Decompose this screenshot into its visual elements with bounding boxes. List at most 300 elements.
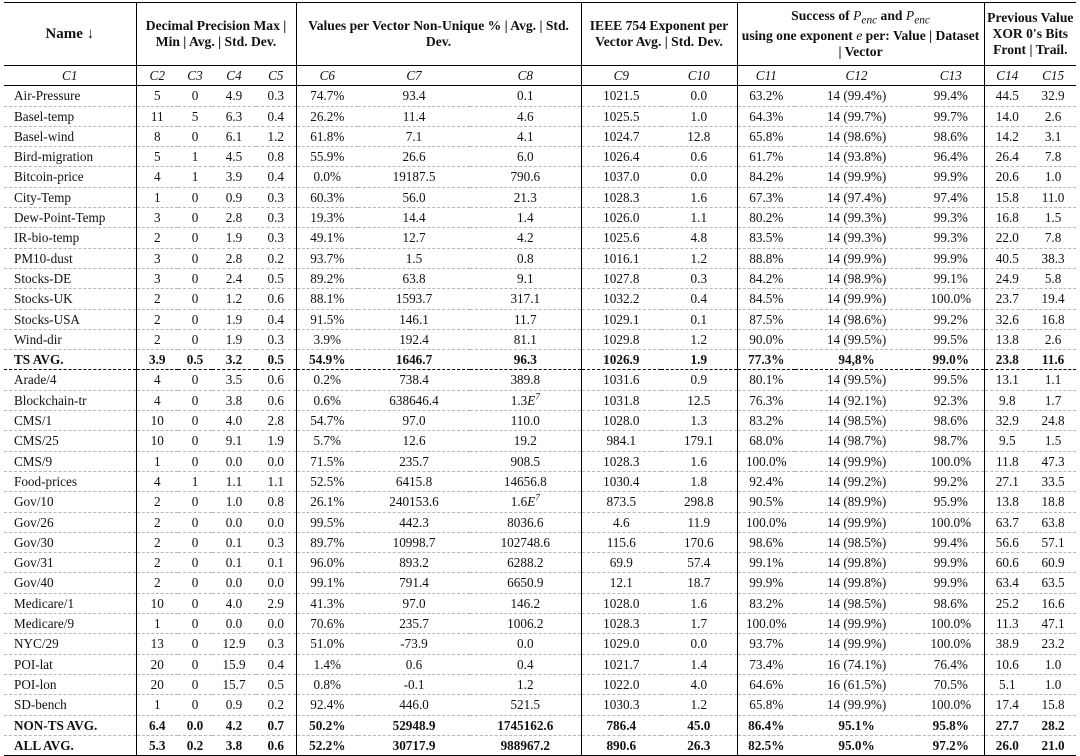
cell-c7: 12.7	[358, 228, 470, 248]
cell-c9: 1028.3	[581, 614, 661, 634]
cell-c13: 99.5%	[918, 329, 984, 349]
cell-c11: 100.0%	[737, 512, 795, 532]
cell-c8: 0.1	[470, 86, 581, 106]
cell-c7: 97.0	[358, 411, 470, 431]
cell-c12: 14 (98.9%)	[795, 268, 918, 288]
table-row	[4, 553, 1076, 573]
cell-c6: 50.2%	[296, 715, 358, 735]
cell-c6: 61.8%	[296, 126, 358, 146]
table-row	[4, 431, 1076, 451]
cell-c12: 95.1%	[795, 715, 918, 735]
cell-c15: 23.2	[1030, 634, 1076, 654]
cell-c12: 14 (98.7%)	[795, 431, 918, 451]
cell-c8: 988967.2	[500, 737, 551, 753]
table-row	[4, 573, 1076, 593]
cell-c11: 83.2%	[737, 593, 795, 613]
cell-c15: 2.6	[1030, 329, 1076, 349]
cell-c12: 14 (99.2%)	[795, 471, 918, 491]
cell-c7: 442.3	[358, 512, 470, 532]
cell-c12: 14 (98.6%)	[795, 126, 918, 146]
cell-c6: 5.7%	[296, 431, 358, 451]
sci-mantissa: 1.3	[510, 392, 528, 408]
cell-c4: 0.1	[212, 553, 256, 573]
cell-c2: 10	[136, 593, 178, 613]
cell-c9: 1026.9	[581, 350, 661, 370]
cell-c6: 71.5%	[296, 451, 358, 471]
cell-c7: 893.2	[358, 553, 470, 573]
table-row	[4, 593, 1076, 613]
cell-c10: 0.0	[661, 167, 737, 187]
column-label-c11: C11	[737, 66, 795, 86]
row-name-cell: Air-Pressure	[4, 86, 136, 106]
cell-c13: 99.3%	[918, 228, 984, 248]
cell-c15: 24.8	[1030, 411, 1076, 431]
cell-c11: 83.5%	[737, 228, 795, 248]
cell-c13: 95.9%	[918, 492, 984, 512]
cell-c15: 1.0	[1030, 654, 1076, 674]
cell-c13: 70.5%	[918, 674, 984, 694]
cell-c12: 14 (99.7%)	[795, 106, 918, 126]
cell-c10: 18.7	[661, 573, 737, 593]
cell-c11: 98.6%	[737, 532, 795, 552]
cell-c5: 0.5	[256, 674, 296, 694]
cell-c15: 38.3	[1030, 248, 1076, 268]
row-name-cell: PM10-dust	[4, 248, 136, 268]
cell-c10: 179.1	[661, 431, 737, 451]
cell-c6: 60.3%	[296, 187, 358, 207]
cell-c10: 0.4	[661, 289, 737, 309]
cell-c3: 0.2	[186, 737, 204, 753]
cell-c7: 791.4	[358, 573, 470, 593]
cell-c7: 52948.9	[358, 715, 470, 735]
cell-c6: 0.6%	[296, 390, 358, 410]
cell-c2: 2	[136, 573, 178, 593]
cell-c9: 1029.0	[581, 634, 661, 654]
cell-c11: 76.3%	[737, 390, 795, 410]
cell-c14: 11.3	[984, 614, 1030, 634]
cell-c13: 92.3%	[918, 390, 984, 410]
table-row	[4, 471, 1076, 491]
cell-c6: 55.9%	[296, 147, 358, 167]
cell-c7: 93.4	[358, 86, 470, 106]
cell-c15: 19.4	[1030, 289, 1076, 309]
row-name-cell: Gov/10	[4, 492, 136, 512]
cell-c13: 96.4%	[918, 147, 984, 167]
cell-c8: 0.4	[470, 654, 581, 674]
cell-c15: 47.1	[1030, 614, 1076, 634]
cell-c10: 1.6	[661, 187, 737, 207]
cell-c7: 10998.7	[358, 532, 470, 552]
table-row	[4, 268, 1076, 288]
cell-c9: 1025.6	[581, 228, 661, 248]
all-average-row	[4, 735, 1076, 755]
cell-c3: 1	[178, 147, 212, 167]
cell-c4: 0.0	[212, 614, 256, 634]
cell-c14: 10.6	[984, 654, 1030, 674]
cell-c6: 26.2%	[296, 106, 358, 126]
cell-c2: 13	[136, 634, 178, 654]
cell-c7: 192.4	[358, 329, 470, 349]
cell-c10: 1.2	[661, 248, 737, 268]
cell-c15: 32.9	[1030, 86, 1076, 106]
cell-c14: 9.5	[984, 431, 1030, 451]
cell-c8: 6288.2	[470, 553, 581, 573]
table-row	[4, 532, 1076, 552]
cell-c14: 32.9	[984, 411, 1030, 431]
row-name-cell: Arade/4	[4, 370, 136, 390]
sci-exponent: 7	[535, 492, 540, 503]
cell-c13: 98.6%	[918, 126, 984, 146]
row-name-cell: Gov/40	[4, 573, 136, 593]
cell-c13: 98.7%	[918, 431, 984, 451]
cell-c10: 11.9	[661, 512, 737, 532]
p-enc-symbol-a: P	[853, 7, 862, 23]
cell-c14: 23.7	[984, 289, 1030, 309]
cell-c6: 51.0%	[296, 634, 358, 654]
cell-c8: 6.0	[470, 147, 581, 167]
cell-c5: 0.4	[256, 167, 296, 187]
table-row	[4, 147, 1076, 167]
cell-c9: 1027.8	[581, 268, 661, 288]
table-row	[4, 512, 1076, 532]
cell-c10: 0.0	[661, 634, 737, 654]
cell-c9: 1030.4	[581, 471, 661, 491]
cell-c12: 14 (99.9%)	[795, 167, 918, 187]
cell-c14: 63.4	[984, 573, 1030, 593]
cell-c14: 38.9	[984, 634, 1030, 654]
cell-c2: 10	[136, 431, 178, 451]
cell-c6: 89.2%	[296, 268, 358, 288]
cell-c2: 4	[136, 471, 178, 491]
cell-c14: 26.0	[984, 735, 1030, 755]
cell-c2: 2	[136, 329, 178, 349]
cell-c14: 60.6	[984, 553, 1030, 573]
cell-c4: 2.8	[212, 208, 256, 228]
cell-c7: 11.4	[358, 106, 470, 126]
cell-c15: 16.6	[1030, 593, 1076, 613]
cell-c10: 298.8	[661, 492, 737, 512]
cell-c3: 0	[178, 674, 212, 694]
cell-c2: 2	[136, 309, 178, 329]
cell-c5: 0.6	[267, 737, 284, 753]
cell-c7: -73.9	[358, 634, 470, 654]
cell-c15: 1.0	[1030, 167, 1076, 187]
cell-c9: 1024.7	[581, 126, 661, 146]
row-name-cell: SD-bench	[4, 695, 136, 715]
cell-c13: 76.4%	[918, 654, 984, 674]
cell-c8: 1.4	[470, 208, 581, 228]
cell-c3: 0	[178, 492, 212, 512]
cell-c10: 4.0	[661, 674, 737, 694]
cell-c8: 21.3	[470, 187, 581, 207]
cell-c15: 28.2	[1030, 715, 1076, 735]
cell-c5: 0.6	[256, 370, 296, 390]
cell-c5: 0.1	[256, 553, 296, 573]
column-label-row	[4, 66, 1076, 86]
cell-c11: 73.4%	[737, 654, 795, 674]
cell-c12: 16 (74.1%)	[795, 654, 918, 674]
cell-c14: 15.8	[984, 187, 1030, 207]
cell-c15: 1.0	[1030, 674, 1076, 694]
table-row	[4, 86, 1076, 106]
cell-c7: 446.0	[358, 695, 470, 715]
cell-c8: 81.1	[470, 329, 581, 349]
sci-mantissa: 1.6	[510, 494, 528, 510]
table-row	[4, 289, 1076, 309]
cell-c4: 0.0	[212, 573, 256, 593]
cell-c13: 95.8%	[918, 715, 984, 735]
xor-header: Previous Value XOR 0's Bits Front | Trail.	[984, 3, 1076, 66]
row-name-cell: Bird-migration	[4, 147, 136, 167]
cell-c5: 0.8	[256, 492, 296, 512]
cell-c5: 0.8	[256, 147, 296, 167]
table-row	[4, 248, 1076, 268]
cell-c12: 16 (61.5%)	[795, 674, 918, 694]
success-header-and: and	[877, 7, 906, 23]
cell-c11: 92.4%	[737, 471, 795, 491]
cell-c6: 19.3%	[296, 208, 358, 228]
cell-c6: 52.2%	[296, 735, 358, 755]
cell-c2: 2	[136, 289, 178, 309]
cell-c11: 83.2%	[737, 411, 795, 431]
row-name-cell: Dew-Point-Temp	[4, 208, 136, 228]
cell-c4: 4.0	[212, 411, 256, 431]
cell-c3: 0	[178, 573, 212, 593]
cell-c4: 0.0	[212, 451, 256, 471]
cell-c7: 7.1	[358, 126, 470, 146]
cell-c5: 1.9	[256, 431, 296, 451]
table-row	[4, 492, 1076, 512]
cell-c6: 92.4%	[296, 695, 358, 715]
cell-c3: 1	[178, 167, 212, 187]
cell-c12: 14 (89.9%)	[795, 492, 918, 512]
row-name-cell: Medicare/1	[4, 593, 136, 613]
cell-c9: 1032.2	[581, 289, 661, 309]
row-name-cell: Medicare/9	[4, 614, 136, 634]
cell-c4: 15.7	[212, 674, 256, 694]
success-header	[737, 3, 984, 66]
cell-c6: 91.5%	[296, 309, 358, 329]
cell-c6: 88.1%	[296, 289, 358, 309]
cell-c6: 99.5%	[296, 512, 358, 532]
cell-c3: 0	[178, 86, 212, 106]
table-row	[4, 329, 1076, 349]
cell-c8: 6650.9	[470, 573, 581, 593]
cell-c9: 1030.3	[581, 695, 661, 715]
column-label-c6: C6	[296, 66, 358, 86]
cell-c9: 1022.0	[581, 674, 661, 694]
cell-c3: 0	[178, 390, 212, 410]
cell-c9: 1026.0	[581, 208, 661, 228]
cell-c9: 1029.8	[581, 329, 661, 349]
row-name-cell: IR-bio-temp	[4, 228, 136, 248]
cell-c10: 1.2	[661, 329, 737, 349]
cell-c11: 68.0%	[737, 431, 795, 451]
cell-c14: 17.4	[984, 695, 1030, 715]
cell-c13: 99.9%	[918, 553, 984, 573]
cell-c7: -0.1	[358, 674, 470, 694]
row-name-cell: NYC/29	[4, 634, 136, 654]
cell-c6: 3.9%	[296, 329, 358, 349]
cell-c4: 3.8	[212, 390, 256, 410]
cell-c12: 14 (98.5%)	[795, 532, 918, 552]
table-row	[4, 228, 1076, 248]
cell-c13: 99.2%	[918, 471, 984, 491]
cell-c3: 1	[178, 471, 212, 491]
cell-c7: 240153.6	[358, 492, 470, 512]
cell-c12: 14 (99.9%)	[795, 634, 918, 654]
cell-c7: 12.6	[358, 431, 470, 451]
name-column-header[interactable]: Name ↓	[4, 3, 136, 66]
p-enc-subscript-b: enc	[914, 14, 930, 27]
cell-c12: 14 (99.8%)	[795, 573, 918, 593]
cell-c8: 96.3	[470, 350, 581, 370]
cell-c2: 1	[136, 451, 178, 471]
cell-c8: 102748.6	[470, 532, 581, 552]
sci-e: E	[527, 494, 536, 510]
cell-c11: 82.5%	[737, 735, 795, 755]
cell-c4: 1.0	[212, 492, 256, 512]
cell-c9: 1028.0	[581, 411, 661, 431]
cell-c10: 0.3	[661, 268, 737, 288]
cell-c14: 27.1	[984, 471, 1030, 491]
decimal-precision-header: Decimal Precision Max | Min | Avg. | Std. Dev.	[136, 3, 296, 66]
cell-c15: 21.0	[1041, 737, 1065, 753]
cell-c12: 14 (99.4%)	[795, 86, 918, 106]
cell-c2: 2	[136, 228, 178, 248]
cell-c4: 3.9	[212, 167, 256, 187]
cell-c13: 97.4%	[918, 187, 984, 207]
cell-c9: 873.5	[581, 492, 661, 512]
cell-c7: 1593.7	[358, 289, 470, 309]
cell-c14: 27.7	[984, 715, 1030, 735]
column-label-c12: C12	[795, 66, 918, 86]
cell-c9: 1031.8	[581, 390, 661, 410]
cell-c5: 2.9	[256, 593, 296, 613]
cell-c3: 0	[178, 411, 212, 431]
cell-c13: 99.9%	[918, 573, 984, 593]
row-name-cell: Stocks-USA	[4, 309, 136, 329]
cell-c5: 0.0	[256, 512, 296, 532]
cell-c10: 1.3	[661, 411, 737, 431]
row-name-cell: CMS/25	[4, 431, 136, 451]
cell-c4: 9.1	[212, 431, 256, 451]
cell-c2: 5.3	[136, 735, 178, 755]
p-enc-subscript-a: enc	[861, 14, 878, 27]
row-name-cell: Stocks-UK	[4, 289, 136, 309]
cell-c12: 14 (98.5%)	[795, 593, 918, 613]
cell-c13: 98.6%	[918, 593, 984, 613]
cell-c11: 64.6%	[737, 674, 795, 694]
cell-c15: 2.6	[1030, 106, 1076, 126]
cell-c2: 4	[136, 390, 178, 410]
cell-c15: 18.8	[1030, 492, 1076, 512]
cell-c4: 1.9	[212, 329, 256, 349]
table-row	[4, 614, 1076, 634]
ieee-exponent-header: IEEE 754 Exponent per Vector Avg. | Std. Dev.	[581, 3, 737, 66]
cell-c8: 1.2	[470, 674, 581, 694]
cell-c6: 0.2%	[296, 370, 358, 390]
row-name-cell: POI-lon	[4, 674, 136, 694]
cell-c8: 908.5	[470, 451, 581, 471]
cell-c10: 1.1	[661, 208, 737, 228]
cell-c13: 97.2%	[932, 737, 969, 753]
cell-c2: 3	[136, 208, 178, 228]
cell-c14: 11.8	[984, 451, 1030, 471]
cell-c3: 5	[178, 106, 212, 126]
cell-c13: 100.0%	[918, 451, 984, 471]
cell-c15: 16.8	[1030, 309, 1076, 329]
cell-c2: 1	[136, 695, 178, 715]
cell-c3: 0	[178, 329, 212, 349]
cell-c11: 65.8%	[737, 695, 795, 715]
cell-c9: 1016.1	[581, 248, 661, 268]
cell-c8: 4.2	[470, 228, 581, 248]
cell-c14: 16.8	[984, 208, 1030, 228]
cell-c10: 1.2	[661, 695, 737, 715]
cell-c9: 786.4	[581, 715, 661, 735]
cell-c8: 0.8	[470, 248, 581, 268]
cell-c2: 20	[136, 674, 178, 694]
cell-c2: 4	[136, 167, 178, 187]
cell-c15: 60.9	[1030, 553, 1076, 573]
cell-c6: 89.7%	[296, 532, 358, 552]
cell-c11: 63.2%	[737, 86, 795, 106]
cell-c15: 15.8	[1030, 695, 1076, 715]
cell-c14: 25.2	[984, 593, 1030, 613]
cell-c3: 0	[178, 289, 212, 309]
cell-c11: 77.3%	[737, 350, 795, 370]
cell-c8: 146.2	[470, 593, 581, 613]
cell-c13: 99.0%	[918, 350, 984, 370]
cell-c2: 3	[136, 248, 178, 268]
cell-c11: 80.1%	[737, 370, 795, 390]
cell-c14: 40.5	[984, 248, 1030, 268]
cell-c9: 1028.3	[581, 451, 661, 471]
cell-c13: 100.0%	[918, 695, 984, 715]
cell-c5: 1.1	[256, 471, 296, 491]
cell-c9: 1031.6	[581, 370, 661, 390]
cell-c14: 9.8	[984, 390, 1030, 410]
cell-c4: 4.0	[212, 593, 256, 613]
cell-c11: 90.5%	[737, 492, 795, 512]
cell-c13: 100.0%	[918, 289, 984, 309]
cell-c2: 8	[136, 126, 178, 146]
cell-c11: 88.8%	[737, 248, 795, 268]
cell-c15: 5.8	[1030, 268, 1076, 288]
cell-c2: 1	[136, 187, 178, 207]
cell-c12: 14 (97.4%)	[795, 187, 918, 207]
cell-c6: 0.8%	[296, 674, 358, 694]
data-table	[4, 2, 1076, 756]
cell-c15: 47.3	[1030, 451, 1076, 471]
sci-e: E	[527, 392, 536, 408]
row-name-cell: City-Temp	[4, 187, 136, 207]
cell-c3: 0	[178, 208, 212, 228]
cell-c5: 0.7	[256, 715, 296, 735]
cell-c4: 4.5	[212, 147, 256, 167]
table-row	[4, 370, 1076, 390]
cell-c8	[470, 492, 581, 512]
cell-c4: 2.8	[212, 248, 256, 268]
cell-c7: 1646.7	[358, 350, 470, 370]
cell-c12: 14 (98.5%)	[795, 411, 918, 431]
cell-c5: 0.4	[256, 309, 296, 329]
cell-c15: 63.8	[1030, 512, 1076, 532]
cell-c11: 80.2%	[737, 208, 795, 228]
row-name-cell: Food-prices	[4, 471, 136, 491]
cell-c11: 61.7%	[737, 147, 795, 167]
